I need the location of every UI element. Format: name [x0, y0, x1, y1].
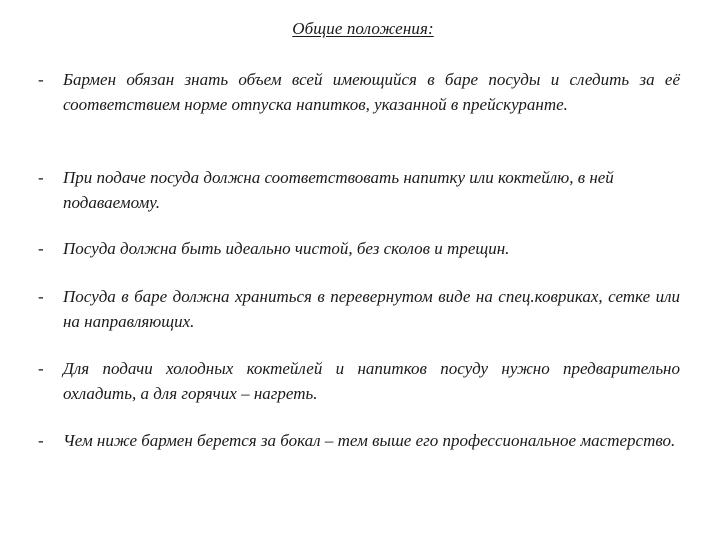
list-item [38, 284, 680, 334]
bullet-dash: - [38, 168, 44, 187]
list-item-text: Чем ниже бармен берется за бокал – тем выше его профессиональное мастерство. [63, 431, 676, 450]
list-item [38, 356, 680, 406]
section-title: Общие положения: [292, 19, 434, 38]
bullet-dash: - [38, 239, 44, 258]
bullet-dash: - [38, 287, 44, 306]
bullet-dash: - [38, 359, 44, 378]
list-item-text: Посуда должна быть идеально чистой, без сколов и трещин. [63, 239, 510, 258]
list-item-text: При подаче посуда должна соответствовать напитку или коктейлю, в ней подаваемому. [63, 168, 614, 212]
list-item [38, 236, 680, 261]
list-item [38, 428, 680, 453]
list-item-text: Бармен обязан знать объем всей имеющийся в баре посуды и следить за её соответствием норме отпуска напитков, указанной в прейскуранте. [63, 70, 680, 114]
list-item [38, 165, 680, 215]
bullet-dash: - [38, 431, 44, 450]
list-item-text: Посуда в баре должна храниться в перевернутом виде на спец.ковриках, сетке или на направляющих. [63, 287, 680, 331]
list-item [38, 67, 680, 117]
bullet-dash: - [38, 70, 44, 89]
list-item-text: Для подачи холодных коктейлей и напитков посуду нужно предварительно охладить, а для горячих – нагреть. [63, 359, 680, 403]
